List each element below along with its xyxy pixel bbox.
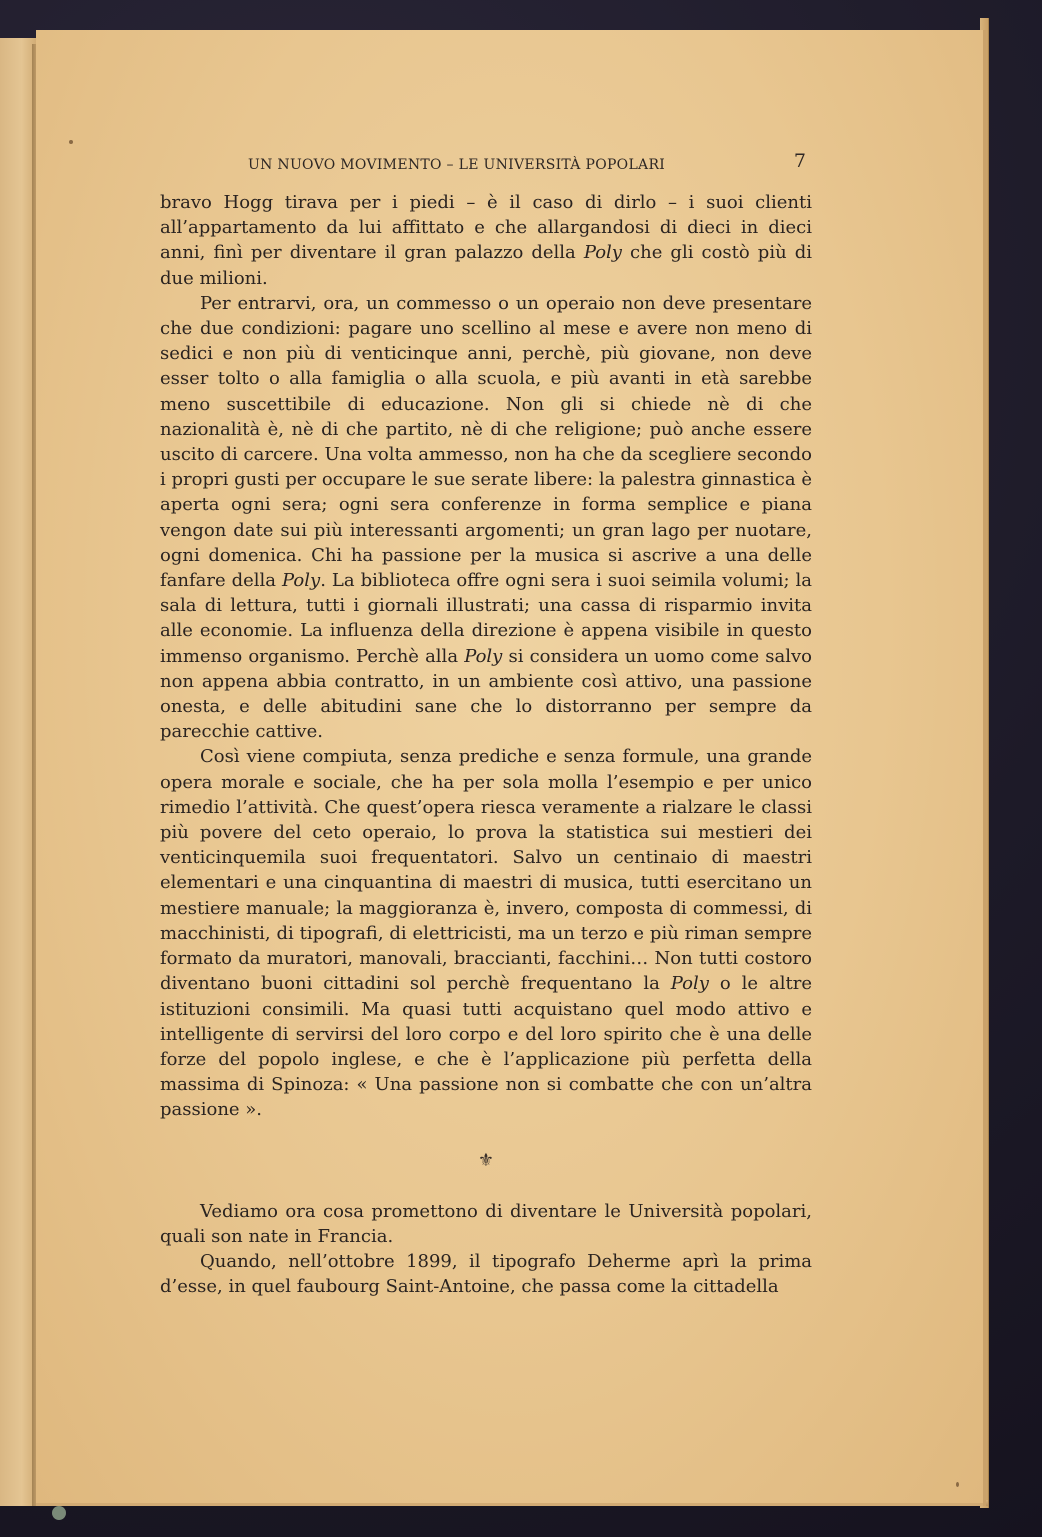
running-head-title: UN NUOVO MOVIMENTO – LE UNIVERSITÀ POPOLARI	[248, 157, 666, 173]
text-run: si considera un uomo come salvo non appena abbia contratto, in un ambiente così attivo, una passione onesta, e delle abitudini sane che lo distorranno per sempre da parecchie cattive.	[160, 645, 813, 743]
text-run: . La biblioteca offre ogni sera i suoi seimila volumi; la sala di lettura, tutti i giornali illustrati; una cassa di risparmio invita alle economie. La influenza della direzione è appena visibile in questo immenso organismo. Perchè alla	[160, 570, 812, 667]
body-text-continued	[160, 1199, 812, 1300]
section-ornament-icon: ⚜	[477, 1149, 495, 1171]
text-run: Vediamo ora cosa promettono di diventare le Università popolari, quali son nate in Francia.	[160, 1200, 812, 1247]
facing-page-edge	[0, 38, 36, 1506]
paragraph	[160, 744, 812, 1122]
page-number: 7	[793, 150, 806, 172]
text-run: Quando, nell’ottobre 1899, il tipografo Deherme aprì la prima d’esse, in quel faubourg Saint-Antoine, che passa come la cittadella	[160, 1250, 812, 1298]
italic-term: Poly	[282, 570, 321, 592]
text-run: Così viene compiuta, senza prediche e senza formule, una grande opera morale e sociale, che ha per sola molla l’esempio e per unico rimedio l’attività. Che quest’opera riesca veramente a rialzare le classi più povere del ceto operaio, lo prova la statistica sui mestieri dei venticinquemila suoi frequentatori. Salvo un centinaio di maestri elementari e una cinquantina di maestri di musica, tutti esercitano un mestiere manuale; la maggioranza è, invero, composta di commessi, di macchinisti, di tipografi, di elettricisti, ma un terzo e più riman sempre formato da muratori, manovali, braccianti, facchini… Non tutti costoro diventano buoni cittadini sol perchè frequentano la	[160, 746, 812, 995]
paragraph	[160, 1199, 812, 1249]
text-run: che gli costò più di due milioni.	[160, 242, 812, 289]
paragraph	[160, 190, 812, 291]
paper-speck	[956, 1482, 959, 1487]
page-text-block	[160, 150, 812, 1299]
italic-term: Poly	[583, 242, 622, 264]
italic-term: Poly	[670, 973, 709, 995]
paragraph	[160, 291, 812, 745]
text-run: bravo Hogg tirava per i piedi – è il caso di dirlo – i suoi clienti all’appartamento da lui affittato e che allargandosi di dieci in dieci anni, finì per diventare il gran palazzo della	[160, 192, 812, 264]
binding-clip	[52, 1506, 66, 1520]
running-head	[160, 150, 812, 176]
body-text	[160, 190, 812, 1123]
paragraph	[160, 1249, 812, 1299]
paper-speck	[69, 140, 73, 144]
italic-term: Poly	[464, 645, 503, 667]
text-run: o le altre istituzioni consimili. Ma quasi tutti acquistano quel modo attivo e intelligente di servirsi del loro corpo e del loro spirito che è una delle forze del popolo inglese, e che è l’applicazione più perfetta della massima di Spinoza: « Una passione non si combatte che con un’altra passione ».	[160, 973, 812, 1121]
text-run: Per entrarvi, ora, un commesso o un operaio non deve presentare che due condizioni: pagare uno scellino al mese e avere non meno di sedici e non più di venticinque anni, perchè, più giovane, non deve esser tolto o alla famiglia o alla scuola, e più avanti in età sarebbe meno suscettibile di educazione. Non gli si chiede nè di che nazionalità è, nè di che partito, nè di che religione; può anche essere uscito di carcere. Una volta ammesso, non ha che da scegliere secondo i propri gusti per occupare le sue serate libere: la palestra ginnastica è aperta ogni sera; ogni sera conferenze in forma semplice e piana vengon date sui più interessanti argomenti; un gran lago per nuotare, ogni domenica. Chi ha passione per la musica si ascrive a una delle fanfare della	[160, 292, 812, 592]
